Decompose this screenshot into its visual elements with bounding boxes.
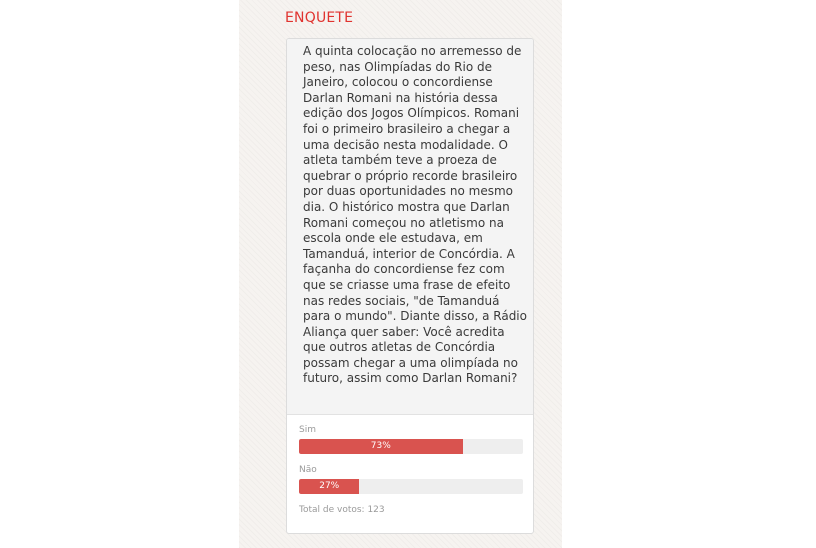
poll-question: A quinta colocação no arremesso de peso, nas Olimpíadas do Rio de Janeiro, colocou o concordiense Darlan Romani na história dessa edição dos Jogos Olímpicos. Romani foi o primeiro brasileiro a chegar a uma decisão nesta modalidade. O atleta também teve a proeza de quebrar o próprio recorde brasileiro por duas oportunidades no mesmo dia. O histórico mostra que Darlan Romani começou no atletismo na escola onde ele estudava, em Tamanduá, interior de Concórdia. A façanha do concordiense fez com que se criasse uma frase de efeito nas redes sociais, "de Tamanduá para o mundo". Diante disso, a Rádio Aliança quer saber: Você acredita que outros atletas de Concórdia possam chegar a uma olimpíada no futuro, assim como Darlan Romani?	[303, 44, 527, 386]
poll-option-nao[interactable]	[299, 465, 521, 494]
result-bar-track	[299, 439, 523, 454]
poll-options	[287, 415, 533, 515]
result-bar-track	[299, 479, 523, 494]
result-percent: 27%	[319, 481, 340, 491]
total-votes: Total de votos: 123	[299, 505, 385, 515]
result-percent: 73%	[370, 441, 391, 451]
section-title: ENQUETE	[285, 10, 354, 26]
poll-question-box	[287, 39, 533, 415]
option-label: Não	[299, 465, 317, 475]
option-label: Sim	[299, 425, 316, 435]
result-bar-fill	[299, 439, 463, 454]
result-bar-fill	[299, 479, 359, 494]
poll-option-sim[interactable]	[299, 425, 521, 454]
poll-card	[286, 38, 534, 534]
